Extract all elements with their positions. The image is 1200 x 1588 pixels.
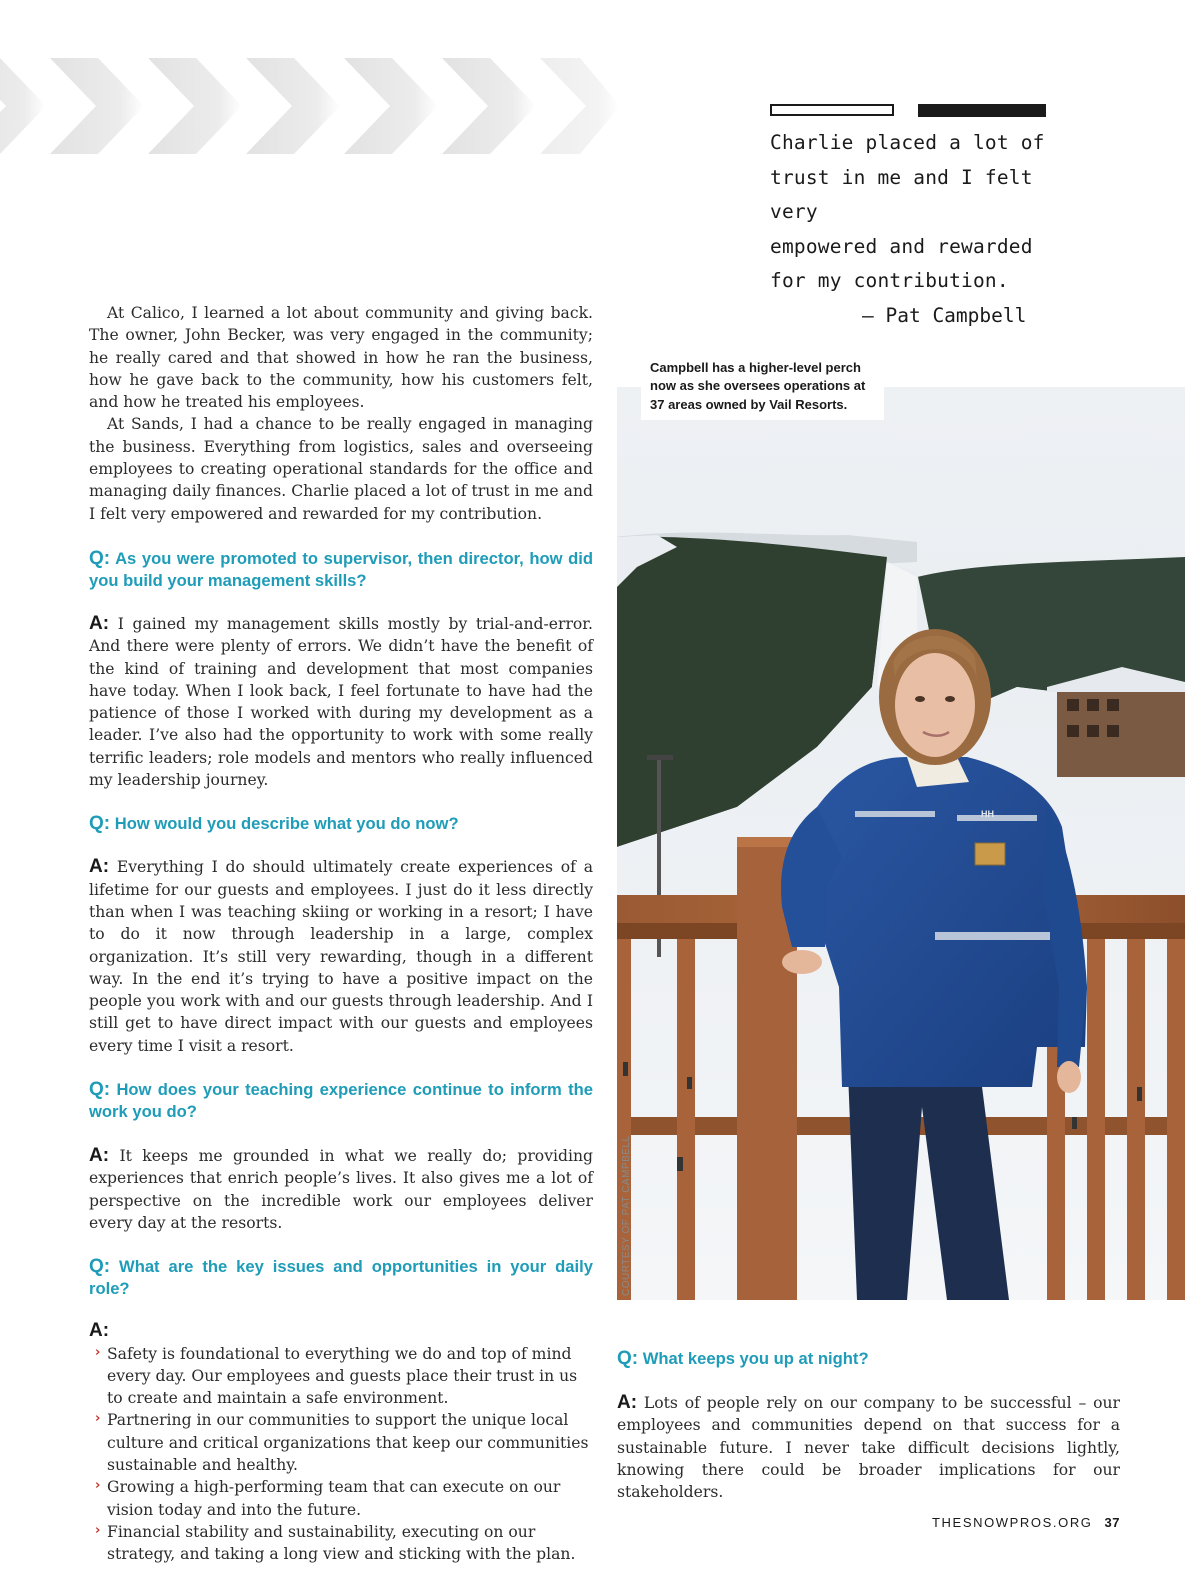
photo-caption: Campbell has a higher-level perch now as she oversees operations at 37 areas owned by Vail Resorts. [641,357,884,420]
list-item: › Safety is foundational to everything we do and top of mind every day. Our employees and guests place their trust in us to create and maintain a safe environment. [107,1343,593,1410]
intro-paragraph: At Calico, I learned a lot about community and giving back. The owner, John Becker, was very engaged in the community; he really cared and that showed in how he ran the business, how he gave back to the community, how his customers felt, and how he treated his employees. [89,304,593,412]
list-item: › Growing a high-performing team that can execute on our vision today and into the future. [107,1476,593,1521]
answer-label: A: [89,1320,110,1342]
intro-paragraph: At Sands, I had a chance to be really engaged in managing the business. Everything from logistics, sales and overseeing employees to creating operational standards for the office and managing daily finances. Charlie placed a lot of trust in me and I felt very empowered and rewarded for my contribution. [89,415,593,523]
answer-paragraph: A: Everything I do should ultimately create experiences of a lifetime for our guests and employees. I just do it less directly than when I was teaching skiing or working in a resort; I have to do it now through leadership in a large, complex organization. It’s still very rewarding, though in a different way. In the end it’s trying to have a positive impact on the people you work with and our guests through leadership. And I still get to have direct impact with our guests and employees every time I visit a resort. [89,856,593,1055]
question-heading: Q: What are the key issues and opportunities in your daily role? [89,1256,593,1299]
pull-quote [770,100,1070,333]
answer-paragraph: A: Lots of people rely on our company to be successful – our employees and communities depend on that success for a sustainable future. I never take difficult decisions lightly, knowing there could be broader implications for our stakeholders. [617,1392,1120,1502]
pull-quote-bars [770,100,1070,122]
list-item: › Partnering in our communities to support the unique local culture and critical organizations that keep our communities sustainable and healthy. [107,1409,593,1476]
photo-credit: COURTESY OF PAT CAMPBELL [621,1135,632,1296]
outline-bar [770,104,894,116]
site-url[interactable]: THESNOWPROS.ORG [932,1515,1093,1530]
list-item: › Financial stability and sustainability, executing on our strategy, and taking a long view and sticking with the plan. [107,1521,593,1566]
svg-text:HH: HH [981,809,994,819]
page-footer [932,1515,1120,1530]
page-number: 37 [1104,1515,1120,1530]
bullet-list [89,1343,593,1566]
chevron-banner-icon [0,58,620,154]
question-heading: Q: What keeps you up at night? [617,1348,869,1369]
question-heading: Q: How would you describe what you do now? [89,813,459,835]
left-column [89,302,593,1565]
right-column [617,1348,1120,1503]
portrait-photo [617,387,1185,1300]
pull-quote-attribution: – Pat Campbell [862,303,1027,327]
solid-bar [918,104,1046,117]
question-heading: Q: As you were promoted to supervisor, then director, how did you build your management skills? [89,547,593,590]
question-heading: Q: How does your teaching experience continue to inform the work you do? [89,1079,593,1122]
pull-quote-text: Charlie placed a lot of trust in me and I felt very empowered and rewarded for my contribution. [770,131,1045,292]
answer-paragraph: A: I gained my management skills mostly by trial-and-error. And there were plenty of errors. We didn’t have the benefit of the kind of training and development that most companies have today. When I look back, I feel fortunate to have had the patience of those I worked with during my development as a leader. I’ve also had the opportunity to work with some really terrific leaders; role models and mentors who really influenced my leadership journey. [89,612,593,790]
answer-paragraph: A: It keeps me grounded in what we really do; providing experiences that enrich people’s lives. It also gives me a lot of perspective on the incredible work our employees deliver every day at the resorts. [89,1145,593,1232]
